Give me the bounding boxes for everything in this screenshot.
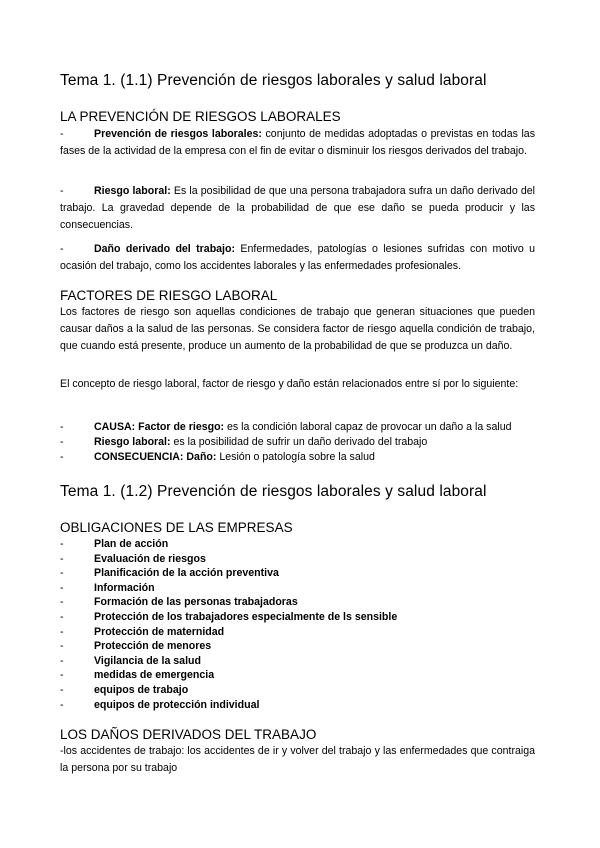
list-item-label: medidas de emergencia <box>94 669 215 682</box>
list-item-label: Protección de maternidad <box>94 625 225 638</box>
list-item-label: Vigilancia de la salud <box>94 654 201 667</box>
definition-text: conjunto de medidas adoptadas o previstas en todas las fases de la actividad de la empresa con el fin de evitar o disminuir los riesgos derivados del trabajo. <box>60 128 535 157</box>
list-item-label: Protección de menores <box>94 640 212 653</box>
bullet-dash: - <box>60 654 64 667</box>
bullet-dash: - <box>60 610 64 623</box>
list-item-label: Formación de las personas trabajadoras <box>94 596 298 609</box>
bullet-dash: - <box>60 552 64 565</box>
bullet-dash: - <box>60 538 64 550</box>
relation-term: Riesgo laboral: <box>94 436 171 448</box>
list-item-label: Plan de acción <box>94 538 169 550</box>
bullet-dash: - <box>60 698 64 711</box>
list-item <box>60 625 535 640</box>
list-item <box>60 581 535 596</box>
list-item <box>60 566 535 581</box>
bullet-dash: - <box>60 581 64 594</box>
definition-term: Daño derivado del trabajo: <box>94 243 236 255</box>
list-item-label: Información <box>94 581 155 594</box>
bullet-dash: - <box>60 243 64 255</box>
list-item <box>60 610 535 625</box>
definition-item <box>60 241 535 275</box>
section-heading-danos: LOS DAÑOS DERIVADOS DEL TRABAJO <box>60 727 317 742</box>
relation-item <box>60 420 535 435</box>
definition-term: Prevención de riesgos laborales: <box>94 128 262 140</box>
bullet-dash: - <box>60 669 64 682</box>
list-item <box>60 698 535 713</box>
document-title-1: Tema 1. (1.1) Prevención de riesgos laborales y salud laboral <box>60 72 487 89</box>
list-item-label: Protección de los trabajadores especialmente de ls sensible <box>94 610 398 623</box>
definition-item <box>60 126 535 160</box>
definition-text: Enfermedades, patologías o lesiones sufridas con motivo u ocasión del trabajo, como los accidentes laborales y las enfermedades profesionales. <box>60 243 536 272</box>
list-item-label: Planificación de la acción preventiva <box>94 567 279 580</box>
definition-text: Es la posibilidad de que una persona trabajadora sufra un daño derivado del trabajo. La gravedad depende de la probabilidad de que ese daño se pueda producir y las consecuencias. <box>60 185 535 231</box>
bullet-dash: - <box>60 625 64 638</box>
section-heading-factores: FACTORES DE RIESGO LABORAL <box>60 288 278 303</box>
paragraph-concepto: El concepto de riesgo laboral, factor de riesgo y daño están relacionados entre sí por lo siguiente: <box>60 378 519 390</box>
bullet-dash: - <box>60 596 64 609</box>
bullet-dash: - <box>60 128 64 140</box>
list-item <box>60 683 535 698</box>
definition-item <box>60 183 535 234</box>
relation-text: es la posibilidad de sufrir un daño derivado del trabajo <box>170 436 428 448</box>
document-title-2: Tema 1. (1.2) Prevención de riesgos laborales y salud laboral <box>60 483 487 500</box>
section-heading-obligaciones: OBLIGACIONES DE LAS EMPRESAS <box>60 520 293 535</box>
section-heading-prevencion: LA PREVENCIÓN DE RIESGOS LABORALES <box>60 109 341 124</box>
bullet-dash: - <box>60 567 64 580</box>
relation-term: CAUSA: Factor de riesgo: <box>94 421 225 433</box>
bullet-dash: - <box>60 451 64 463</box>
relation-item <box>60 450 535 465</box>
list-item <box>60 668 535 683</box>
list-item <box>60 552 535 567</box>
relation-term: CONSECUENCIA: Daño: <box>94 451 217 463</box>
list-item-label: equipos de trabajo <box>94 683 189 696</box>
list-item <box>60 595 535 610</box>
bullet-dash: - <box>60 185 64 197</box>
definition-term: Riesgo laboral: <box>94 185 171 197</box>
list-item <box>60 639 535 654</box>
list-item-label: equipos de protección individual <box>94 698 260 711</box>
list-item-label: Evaluación de riesgos <box>94 552 206 565</box>
paragraph-danos: -los accidentes de trabajo: los accidentes de ir y volver del trabajo y las enfermedades que contraiga la persona por su trabajo <box>60 745 535 774</box>
obligations-list <box>60 537 535 712</box>
bullet-dash: - <box>60 640 64 653</box>
relation-item <box>60 435 535 450</box>
bullet-dash: - <box>60 421 64 433</box>
list-item <box>60 537 535 552</box>
relation-text: es la condición laboral capaz de provocar un daño a la salud <box>224 421 512 433</box>
paragraph-factores: Los factores de riesgo son aquellas condiciones de trabajo que generan situaciones que pueden causar daños a la salud de las personas. Se considera factor de riesgo aquella condición de trabajo, que cuando está presente, produce un aumento de la probabilidad de que se produzca un daño. <box>60 306 535 352</box>
bullet-dash: - <box>60 683 64 696</box>
relation-text: Lesión o patología sobre la salud <box>216 451 375 463</box>
list-item <box>60 654 535 669</box>
bullet-dash: - <box>60 436 64 448</box>
relation-list <box>60 420 535 465</box>
